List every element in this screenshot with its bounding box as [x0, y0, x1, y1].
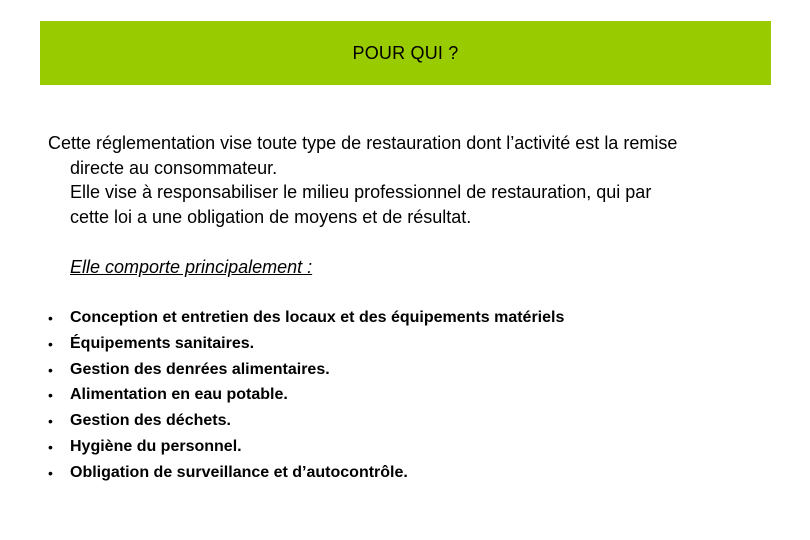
bullet-icon: • — [48, 387, 53, 404]
bullet-icon: • — [48, 438, 53, 455]
list-item — [48, 385, 564, 411]
bullet-list — [48, 308, 564, 489]
bullet-icon: • — [48, 335, 53, 352]
list-item-text: Gestion des denrées alimentaires. — [70, 360, 330, 378]
list-item-text: Alimentation en eau potable. — [70, 386, 288, 404]
title-banner — [40, 21, 771, 85]
bullet-icon: • — [48, 413, 53, 430]
list-item — [48, 411, 564, 437]
slide-title: POUR QUI ? — [352, 42, 459, 63]
list-item — [48, 437, 564, 463]
list-item-text: Obligation de surveillance et d’autocontrôle. — [70, 463, 408, 481]
list-item — [48, 360, 564, 386]
bullet-icon: • — [48, 361, 53, 378]
bullet-icon: • — [48, 310, 53, 326]
bullet-icon: • — [48, 464, 53, 481]
intro-line-4: cette loi a une obligation de moyens et de résultat. — [70, 206, 472, 227]
list-item-text: Gestion des déchets. — [70, 412, 231, 430]
list-item — [48, 308, 564, 334]
list-subheading: Elle comporte principalement : — [70, 257, 313, 277]
list-item-text: Conception et entretien des locaux et des équipements matériels — [70, 309, 565, 326]
list-item — [48, 463, 564, 489]
intro-line-3: Elle vise à responsabiliser le milieu professionnel de restauration, qui par — [70, 182, 652, 202]
intro-line-1: Cette réglementation vise toute type de restauration dont l’activité est la remise — [48, 133, 678, 153]
list-item-text: Hygiène du personnel. — [70, 437, 242, 455]
intro-paragraph — [48, 131, 768, 229]
intro-line-2: directe au consommateur. — [70, 157, 278, 178]
list-item-text: Équipements sanitaires. — [70, 334, 255, 352]
list-item — [48, 334, 564, 360]
